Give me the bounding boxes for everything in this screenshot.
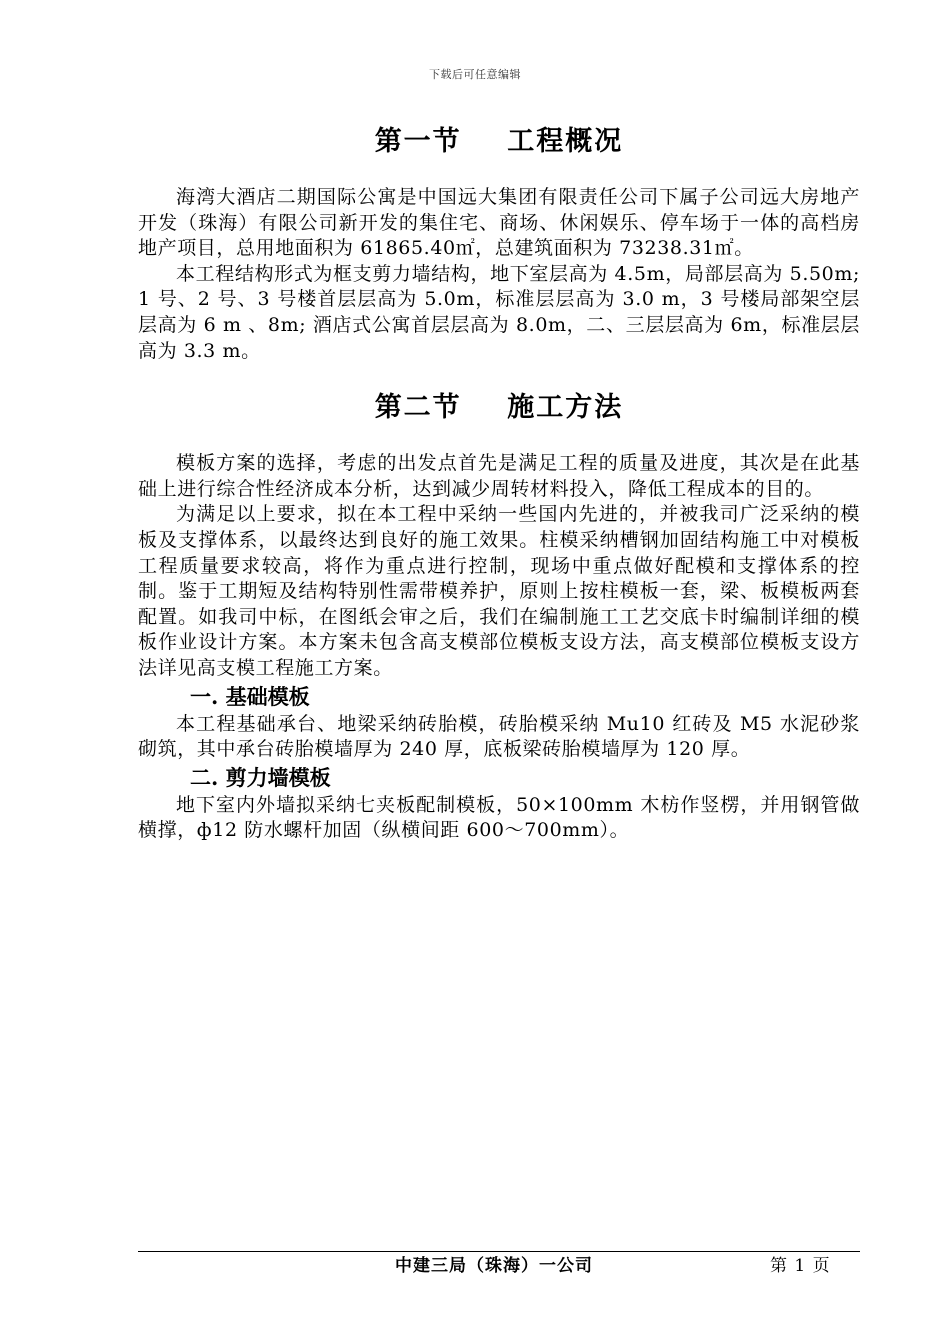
subheading-shear-wall-formwork: 二. 剪力墙模板 <box>190 764 331 790</box>
subheading-foundation-formwork: 一. 基础模板 <box>190 683 310 709</box>
footer-company: 中建三局（珠海）一公司 <box>395 1256 593 1276</box>
header-note: 下载后可任意编辑 <box>429 68 521 81</box>
section-title-methods: 第二节 施工方法 <box>374 392 624 424</box>
footer-divider <box>138 1251 860 1252</box>
methods-paragraph-2: 为满足以上要求，拟在本工程中采纳一些国内先进的，并被我司广泛采纳的模板及支撑体系，以最终达到良好的施工效果。柱模采纳槽钢加固结构施工中对模板工程质量要求较高，将作为重点进行控制，现场中重点做好配模和支撑体系的控制。鉴于工期短及结构特别性需带模养护，原则上按柱模板一套，梁、板模板两套配置。如我司中标，在图纸会审之后，我们在编制施工工艺交底卡时编制详细的模板作业设计方案。本方案未包含高支模部位模板支设方法，高支模部位模板支设方法详见高支模工程施工方案。 <box>138 503 860 679</box>
footer-page-number: 第 1 页 <box>770 1256 831 1276</box>
methods-paragraph-1: 模板方案的选择，考虑的出发点首先是满足工程的质量及进度，其次是在此基础上进行综合性经济成本分析，达到减少周转材料投入，降低工程成本的目的。 <box>138 452 860 500</box>
section-title-overview: 第一节 工程概况 <box>374 126 624 157</box>
overview-paragraph-2: 本工程结构形式为框支剪力墙结构，地下室层高为 4.5m，局部层高为 5.50m; 1 号、2 号、3 号楼首层层高为 5.0m，标准层层高为 3.0 m，3 号楼局部架空层层高为 6 m 、8m; 酒店式公寓首层层高为 8.0m，二、三层层高为 6m，标准层层高为 3.3 m。 <box>138 262 860 362</box>
document-body <box>138 118 860 844</box>
overview-paragraph-1: 海湾大酒店二期国际公寓是中国远大集团有限责任公司下属子公司远大房地产开发（珠海）有限公司新开发的集住宅、商场、休闲娱乐、停车场于一体的高档房地产项目，总用地面积为 61865.40㎡，总建筑面积为 73238.31㎡。 <box>138 186 860 260</box>
shear-wall-formwork-paragraph: 地下室内外墙拟采纳七夹板配制模板，50×100mm 木枋作竖楞，并用钢管做横撑，ф12 防水螺杆加固（纵横间距 600～700mm）。 <box>138 793 860 842</box>
foundation-formwork-paragraph: 本工程基础承台、地梁采纳砖胎模，砖胎模采纳 Mu10 红砖及 M5 水泥砂浆砌筑，其中承台砖胎模墙厚为 240 厚，底板梁砖胎模墙厚为 120 厚。 <box>138 712 860 761</box>
